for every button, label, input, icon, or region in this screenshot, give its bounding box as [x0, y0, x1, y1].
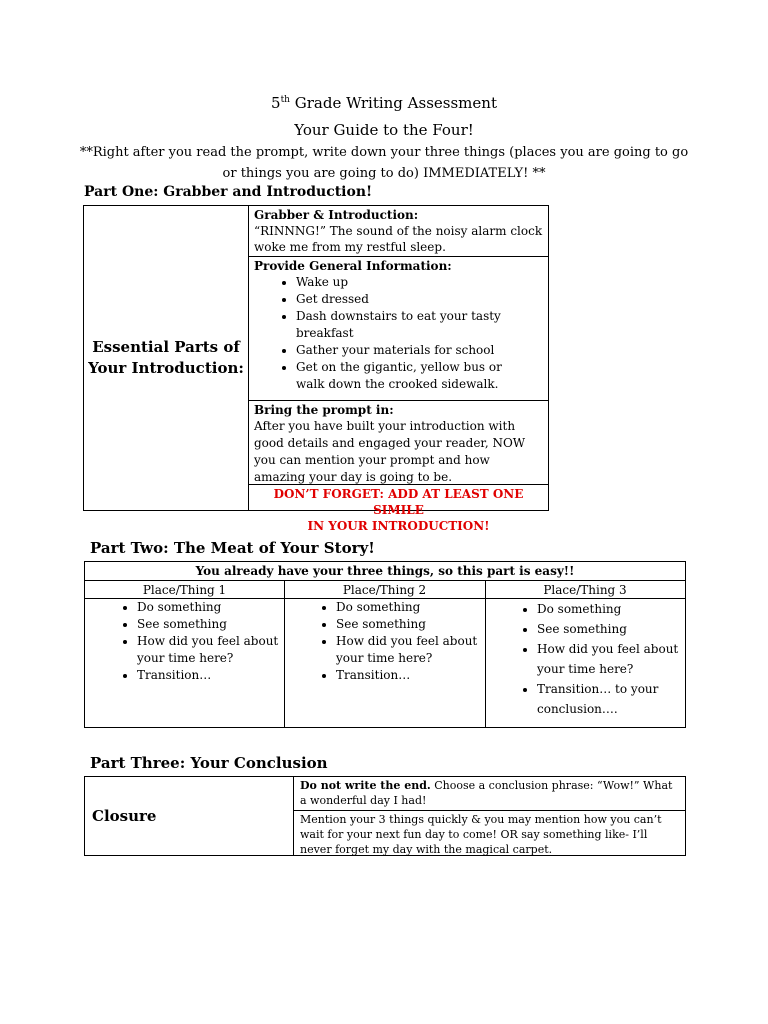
prompt-label: Bring the prompt in: — [254, 403, 394, 417]
conclusion-phrase-text: Choose a conclusion phrase: “Wow!” What a wonderful day I had! — [300, 779, 673, 807]
introduction-label-line-2: Your Introduction: — [88, 359, 244, 377]
story-table — [84, 561, 686, 728]
list-item: • Do something — [537, 599, 685, 619]
list-item: • Do something — [336, 599, 485, 616]
list-item: • See something — [537, 619, 685, 639]
grade-number: 5 — [271, 94, 281, 112]
title-rest: Grade Writing Assessment — [294, 94, 497, 112]
part-two-heading: Part Two: The Meat of Your Story! — [90, 539, 375, 557]
conclusion-mention-cell — [294, 810, 685, 855]
list-item: • Wake up — [296, 274, 543, 291]
list-item: • How did you feel about your time here? — [336, 633, 485, 667]
general-info-list — [254, 274, 543, 393]
prompt-cell — [249, 400, 548, 484]
instruction-line-1: **Right after you read the prompt, write down your three things (places you are going to go — [79, 145, 689, 160]
conclusion-table — [84, 776, 686, 856]
closure-label: Closure — [85, 777, 294, 855]
general-info-label: Provide General Information: — [254, 259, 452, 273]
general-info-cell — [249, 256, 548, 400]
column-title-3: Place/Thing 3 — [485, 581, 685, 599]
list-item: • Dash downstairs to eat your tasty breakfast — [296, 308, 506, 342]
list-item: • Do something — [137, 599, 284, 616]
grabber-text-line-2: woke me from my restful sleep. — [254, 240, 446, 254]
simile-reminder-line-2: IN YOUR INTRODUCTION! — [307, 519, 490, 533]
story-banner: You already have your three things, so this part is easy!! — [85, 562, 685, 581]
grade-superscript: th — [280, 95, 290, 105]
conclusion-mention-text: Mention your 3 things quickly & you may mention how you can’t wait for your next fun day to come! OR say something like- I’ll never forget my day with the magical carpet. — [300, 813, 662, 856]
list-item: • Transition… — [137, 667, 284, 684]
instruction-line-2: or things you are going to do) IMMEDIATELY! ** — [222, 166, 546, 181]
conclusion-bold-text: Do not write the end. — [300, 779, 431, 792]
introduction-table — [83, 205, 549, 533]
list-item: • How did you feel about your time here? — [137, 633, 284, 667]
list-item: • Transition… — [336, 667, 485, 684]
part-three-heading: Part Three: Your Conclusion — [90, 754, 328, 772]
simile-reminder-line-1: DON’T FORGET: ADD AT LEAST ONE SIMILE — [273, 487, 524, 517]
introduction-label-line-1: Essential Parts of — [92, 338, 240, 356]
part-one-heading: Part One: Grabber and Introduction! — [84, 184, 373, 200]
grabber-cell — [249, 206, 548, 256]
list-item: • See something — [137, 616, 284, 633]
column-1-content — [85, 599, 284, 727]
document-subtitle: Your Guide to the Four! — [294, 121, 474, 139]
list-item: • Get dressed — [296, 291, 543, 308]
introduction-label — [84, 206, 249, 510]
simile-reminder — [249, 484, 548, 533]
grabber-text-line-1: “RINNNG!” The sound of the noisy alarm clock — [254, 224, 543, 238]
column-title-1: Place/Thing 1 — [85, 581, 284, 599]
list-item: • See something — [336, 616, 485, 633]
grabber-label: Grabber & Introduction: — [254, 208, 419, 222]
conclusion-phrase-cell — [294, 777, 685, 810]
column-2-content — [284, 599, 485, 727]
document-title — [0, 94, 768, 112]
prompt-text: After you have built your introduction with good details and engaged your reader, NOW you can mention your prompt and how amazing your day is going to be. — [254, 419, 526, 484]
list-item: • Get on the gigantic, yellow bus or walk down the crooked sidewalk. — [296, 359, 534, 393]
list-item: • How did you feel about your time here? — [537, 639, 685, 679]
list-item: • Gather your materials for school — [296, 342, 543, 359]
column-3-content — [485, 599, 685, 727]
list-item: • Transition… to your conclusion…. — [537, 679, 685, 719]
column-title-2: Place/Thing 2 — [284, 581, 485, 599]
